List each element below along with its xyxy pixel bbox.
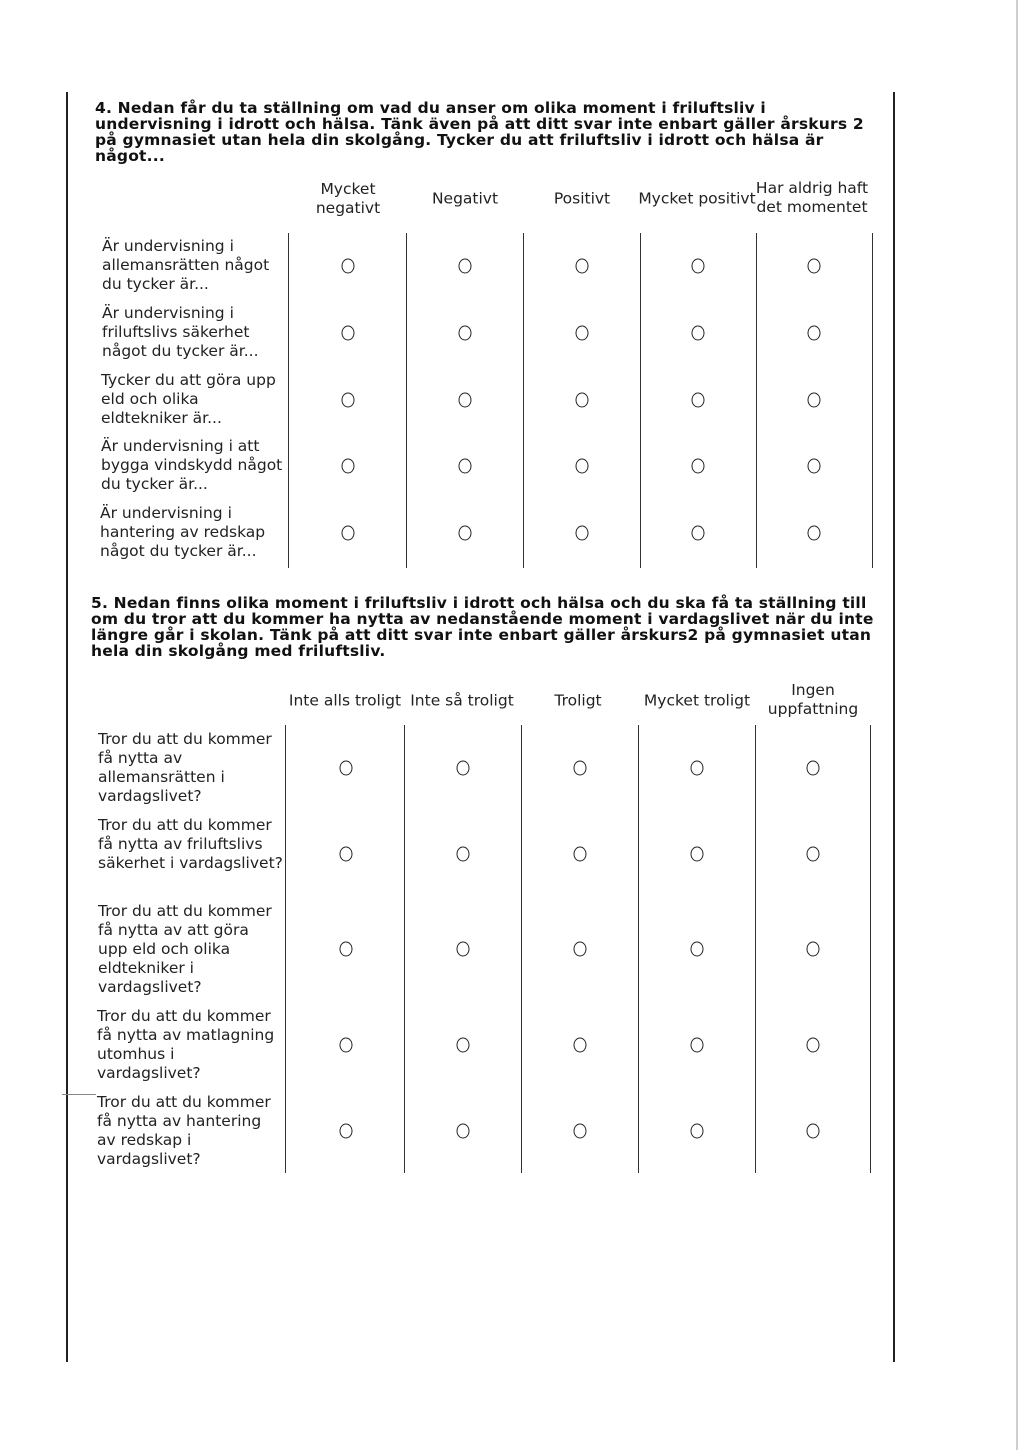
q4-r1-option-5[interactable] <box>808 259 821 274</box>
q4-r2-option-1[interactable] <box>342 326 355 341</box>
q5-r1-option-3[interactable] <box>574 761 587 776</box>
q4-r3-option-1[interactable] <box>342 393 355 408</box>
page-frame-left <box>66 92 68 1362</box>
q5-col-header-4: Mycket troligt <box>643 691 751 710</box>
q4-r1-option-3[interactable] <box>576 259 589 274</box>
scan-edge <box>1016 0 1018 1450</box>
q5-r3-option-5[interactable] <box>807 942 820 957</box>
q4-r4-option-3[interactable] <box>576 459 589 474</box>
q4-row-label-1: Är undervisning i allemansrätten något du tycker är... <box>102 237 270 293</box>
q5-r2-option-1[interactable] <box>340 847 353 862</box>
question-5-title: 5. Nedan finns olika moment i friluftsliv i idrott och hälsa och du ska få ta ställning till om du tror att du kommer ha nytta av nedanstående moment i vardagslivet när du inte längre går i skolan. Tänk på att ditt svar inte enbart gäller årskurs2 på gymnasiet utan hela din skolgång med friluftsliv. <box>91 594 874 660</box>
q4-r5-option-2[interactable] <box>459 526 472 541</box>
q5-r4-option-1[interactable] <box>340 1038 353 1053</box>
q5-col-header-2: Inte så troligt <box>410 691 514 710</box>
q4-r2-option-3[interactable] <box>576 326 589 341</box>
q4-r5-option-1[interactable] <box>342 526 355 541</box>
q4-grid-line <box>406 233 407 568</box>
q4-r1-option-1[interactable] <box>342 259 355 274</box>
q5-row-label-2: Tror du att du kommer få nytta av friluftslivs säkerhet i vardagslivet? <box>98 816 283 872</box>
q4-r3-option-5[interactable] <box>808 393 821 408</box>
q4-grid-line <box>872 233 873 568</box>
q5-r5-option-4[interactable] <box>691 1124 704 1139</box>
q5-row-label-5: Tror du att du kommer få nytta av hantering av redskap i vardagslivet? <box>97 1093 271 1168</box>
q4-col-header-4: Mycket positivt <box>638 189 756 208</box>
q5-r3-option-4[interactable] <box>691 942 704 957</box>
q5-grid-line <box>285 725 286 1173</box>
q4-col-header-5: Har aldrig haft det momentet <box>755 179 869 216</box>
q4-r4-option-2[interactable] <box>459 459 472 474</box>
q4-col-header-2: Negativt <box>431 189 499 208</box>
q5-r2-option-2[interactable] <box>457 847 470 862</box>
q5-r4-option-4[interactable] <box>691 1038 704 1053</box>
q5-col-header-1: Inte alls troligt <box>288 691 402 710</box>
q5-r2-option-3[interactable] <box>574 847 587 862</box>
q4-col-header-3: Positivt <box>553 189 611 208</box>
q4-row-label-5: Är undervisning i hantering av redskap något du tycker är... <box>100 504 266 560</box>
q5-r1-option-1[interactable] <box>340 761 353 776</box>
q5-r3-option-2[interactable] <box>457 942 470 957</box>
q4-r3-option-4[interactable] <box>692 393 705 408</box>
q5-r3-option-3[interactable] <box>574 942 587 957</box>
q5-grid-line <box>404 725 405 1173</box>
q4-grid-line <box>640 233 641 568</box>
q5-r3-option-1[interactable] <box>340 942 353 957</box>
q4-r5-option-3[interactable] <box>576 526 589 541</box>
q5-r5-option-5[interactable] <box>807 1124 820 1139</box>
q4-r1-option-2[interactable] <box>459 259 472 274</box>
q5-row-label-4: Tror du att du kommer få nytta av matlagning utomhus i vardagslivet? <box>97 1007 275 1082</box>
q4-row-label-3: Tycker du att göra upp eld och olika eldtekniker är... <box>101 371 276 427</box>
q5-grid-line <box>521 725 522 1173</box>
q4-col-header-1: Mycket negativt <box>315 180 381 217</box>
q5-r4-option-3[interactable] <box>574 1038 587 1053</box>
scan-mark <box>62 1094 96 1095</box>
q4-r2-option-2[interactable] <box>459 326 472 341</box>
q5-row-label-3: Tror du att du kommer få nytta av att göra upp eld och olika eldtekniker i vardagslivet? <box>98 902 272 996</box>
q4-grid-line <box>756 233 757 568</box>
q5-r2-option-5[interactable] <box>807 847 820 862</box>
question-4-title: 4. Nedan får du ta ställning om vad du anser om olika moment i friluftsliv i undervisning i idrott och hälsa. Tänk även på att ditt svar inte enbart gäller årskurs 2 på gymnasiet utan hela din skolgång. Tycker du att friluftsliv i idrott och hälsa är något... <box>95 99 864 165</box>
q5-col-header-5: Ingen uppfattning <box>767 681 859 718</box>
q5-grid-line <box>870 725 871 1173</box>
q4-grid-line <box>523 233 524 568</box>
q4-r3-option-3[interactable] <box>576 393 589 408</box>
page-frame-right <box>893 92 895 1362</box>
q5-r1-option-5[interactable] <box>807 761 820 776</box>
q4-row-label-4: Är undervisning i att bygga vindskydd något du tycker är... <box>101 437 283 493</box>
q4-r4-option-1[interactable] <box>342 459 355 474</box>
q5-grid-line <box>755 725 756 1173</box>
q5-r4-option-2[interactable] <box>457 1038 470 1053</box>
q4-grid-line <box>288 233 289 568</box>
q5-r1-option-2[interactable] <box>457 761 470 776</box>
q4-r4-option-5[interactable] <box>808 459 821 474</box>
q5-col-header-3: Troligt <box>554 691 602 710</box>
q5-grid-line <box>638 725 639 1173</box>
q4-r5-option-4[interactable] <box>692 526 705 541</box>
q4-r2-option-5[interactable] <box>808 326 821 341</box>
q4-row-label-2: Är undervisning i friluftslivs säkerhet något du tycker är... <box>102 304 259 360</box>
q4-r4-option-4[interactable] <box>692 459 705 474</box>
q4-r2-option-4[interactable] <box>692 326 705 341</box>
q4-r1-option-4[interactable] <box>692 259 705 274</box>
q5-r5-option-1[interactable] <box>340 1124 353 1139</box>
q5-r4-option-5[interactable] <box>807 1038 820 1053</box>
q4-r3-option-2[interactable] <box>459 393 472 408</box>
q5-r2-option-4[interactable] <box>691 847 704 862</box>
q4-r5-option-5[interactable] <box>808 526 821 541</box>
q5-row-label-1: Tror du att du kommer få nytta av allemansrätten i vardagslivet? <box>98 730 272 805</box>
q5-r5-option-3[interactable] <box>574 1124 587 1139</box>
q5-r1-option-4[interactable] <box>691 761 704 776</box>
q5-r5-option-2[interactable] <box>457 1124 470 1139</box>
